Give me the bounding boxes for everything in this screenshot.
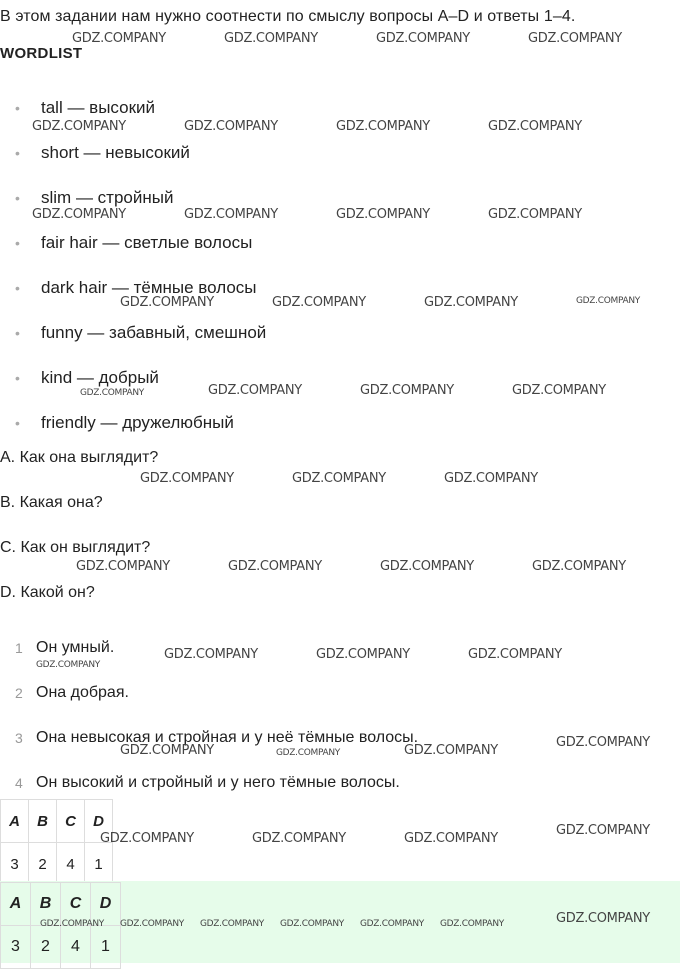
- watermark: GDZ.COMPANY: [336, 207, 430, 222]
- wordlist-item: • dark hair — тёмные волосы: [0, 276, 266, 321]
- matching-table: [0, 799, 113, 886]
- question: A. Как она выглядит?: [0, 449, 159, 466]
- watermark: GDZ.COMPANY: [360, 919, 425, 929]
- watermark: GDZ.COMPANY: [440, 919, 505, 929]
- watermark: GDZ.COMPANY: [280, 919, 345, 929]
- intro-text: В этом задании нам нужно соотнести по смыслу вопросы А–D и ответы 1–4.: [0, 8, 576, 25]
- question: C. Как он выглядит?: [0, 539, 151, 556]
- table-cell: 4: [61, 926, 91, 969]
- answer-number: 2: [15, 685, 23, 701]
- question: B. Какая она?: [0, 494, 103, 511]
- watermark: GDZ.COMPANY: [76, 559, 170, 574]
- wordlist-item: • funny — забавный, смешной: [0, 321, 266, 366]
- table-row: [1, 843, 113, 886]
- table-cell: 1: [85, 843, 113, 886]
- watermark: GDZ.COMPANY: [164, 647, 258, 662]
- watermark: GDZ.COMPANY: [80, 388, 145, 398]
- table-cell: A: [1, 883, 31, 926]
- wordlist-item: • tall — высокий: [0, 96, 266, 141]
- watermark: GDZ.COMPANY: [72, 31, 166, 46]
- table-cell: B: [31, 883, 61, 926]
- watermark: GDZ.COMPANY: [224, 31, 318, 46]
- answer-text: Он умный.: [36, 639, 115, 656]
- watermark: GDZ.COMPANY: [200, 919, 265, 929]
- answer-text: Он высокий и стройный и у него тёмные волосы.: [36, 774, 400, 791]
- watermark: GDZ.COMPANY: [32, 207, 126, 222]
- wordlist-item: • slim — стройный: [0, 186, 266, 231]
- table-cell: D: [91, 883, 121, 926]
- table-cell: A: [1, 800, 29, 843]
- table-cell: C: [57, 800, 85, 843]
- watermark: GDZ.COMPANY: [100, 831, 194, 846]
- watermark: GDZ.COMPANY: [228, 559, 322, 574]
- wordlist-item: • fair hair — светлые волосы: [0, 231, 266, 276]
- wordlist-heading: WORDLIST: [0, 45, 83, 62]
- watermark: GDZ.COMPANY: [272, 295, 366, 310]
- watermark: GDZ.COMPANY: [120, 743, 214, 758]
- watermark: GDZ.COMPANY: [532, 559, 626, 574]
- watermark: GDZ.COMPANY: [404, 743, 498, 758]
- watermark: GDZ.COMPANY: [292, 471, 386, 486]
- watermark: GDZ.COMPANY: [468, 647, 562, 662]
- table-cell: 3: [1, 843, 29, 886]
- watermark: GDZ.COMPANY: [488, 207, 582, 222]
- watermark: GDZ.COMPANY: [36, 660, 101, 670]
- watermark: GDZ.COMPANY: [32, 119, 126, 134]
- watermark: GDZ.COMPANY: [40, 919, 105, 929]
- watermark: GDZ.COMPANY: [556, 823, 650, 838]
- answer-text: Она добрая.: [36, 684, 129, 701]
- watermark: GDZ.COMPANY: [316, 647, 410, 662]
- watermark: GDZ.COMPANY: [120, 919, 185, 929]
- wordlist-item: • kind — добрый: [0, 366, 266, 411]
- wordlist-item: • short — невысокий: [0, 141, 266, 186]
- answer-number: 4: [15, 775, 23, 791]
- watermark: GDZ.COMPANY: [404, 831, 498, 846]
- table-cell: 1: [91, 926, 121, 969]
- watermark: GDZ.COMPANY: [380, 559, 474, 574]
- watermark: GDZ.COMPANY: [140, 471, 234, 486]
- wordlist-item: • friendly — дружелюбный: [0, 411, 266, 456]
- watermark: GDZ.COMPANY: [360, 383, 454, 398]
- table-row: [1, 926, 121, 969]
- watermark: GDZ.COMPANY: [556, 735, 650, 750]
- question: D. Какой он?: [0, 584, 95, 601]
- wordlist: [0, 96, 266, 456]
- answer-text: Она невысокая и стройная и у неё тёмные волосы.: [36, 729, 419, 746]
- watermark: GDZ.COMPANY: [424, 295, 518, 310]
- questions-list: [0, 447, 158, 627]
- answer-number: 3: [15, 730, 23, 746]
- watermark: GDZ.COMPANY: [376, 31, 470, 46]
- watermark: GDZ.COMPANY: [208, 383, 302, 398]
- table-cell: B: [29, 800, 57, 843]
- table-cell: C: [61, 883, 91, 926]
- table-row: [1, 800, 113, 843]
- table-cell: 2: [29, 843, 57, 886]
- watermark: GDZ.COMPANY: [528, 31, 622, 46]
- watermark: GDZ.COMPANY: [488, 119, 582, 134]
- watermark: GDZ.COMPANY: [512, 383, 606, 398]
- table-cell: 2: [31, 926, 61, 969]
- watermark: GDZ.COMPANY: [276, 748, 341, 758]
- watermark: GDZ.COMPANY: [120, 295, 214, 310]
- watermark: GDZ.COMPANY: [556, 911, 650, 926]
- watermark: GDZ.COMPANY: [184, 119, 278, 134]
- table-cell: 3: [1, 926, 31, 969]
- watermark: GDZ.COMPANY: [184, 207, 278, 222]
- watermark: GDZ.COMPANY: [336, 119, 430, 134]
- watermark: GDZ.COMPANY: [444, 471, 538, 486]
- table-cell: 4: [57, 843, 85, 886]
- answer-number: 1: [15, 640, 23, 656]
- answer-item: [0, 682, 418, 727]
- watermark: GDZ.COMPANY: [252, 831, 346, 846]
- watermark: GDZ.COMPANY: [576, 296, 641, 306]
- table-cell: D: [85, 800, 113, 843]
